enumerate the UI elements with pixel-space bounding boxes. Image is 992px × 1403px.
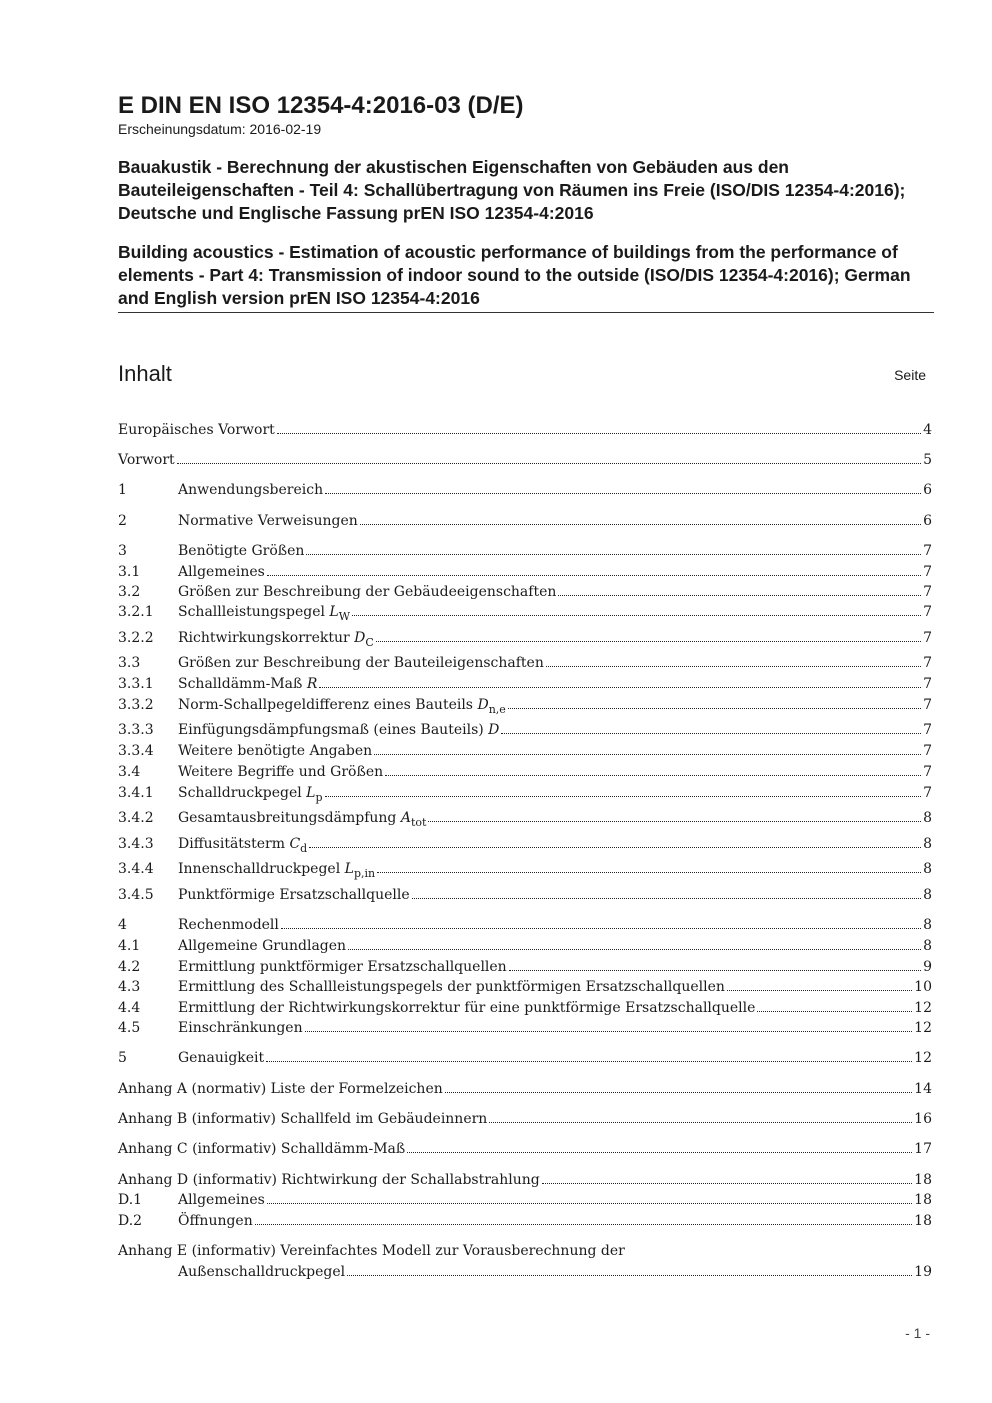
- symbol-subscript: tot: [410, 815, 427, 829]
- toc-entry-title: Anhang B (informativ) Schallfeld im Gebäudeinnern: [118, 1111, 488, 1127]
- dot-leader: [348, 949, 921, 950]
- dot-leader: [385, 775, 921, 776]
- dot-leader: [325, 493, 921, 494]
- toc-entry-title: Rechenmodell: [178, 917, 279, 933]
- toc-entry-number: 3.2.1: [118, 604, 154, 620]
- toc-entry[interactable]: [118, 1168, 932, 1188]
- dot-leader: [377, 872, 921, 873]
- toc-entry[interactable]: [118, 1107, 932, 1127]
- toc-entry[interactable]: [118, 1239, 932, 1259]
- symbol-subscript: W: [338, 609, 351, 623]
- toc-entry-title: Allgemeine Grundlagen: [178, 938, 347, 954]
- toc-entry-page: 18: [914, 1213, 932, 1229]
- toc-entry[interactable]: [118, 1137, 932, 1157]
- toc-entry-page: 7: [923, 584, 932, 600]
- toc-entry[interactable]: [118, 996, 932, 1016]
- toc-entry[interactable]: [118, 955, 932, 975]
- toc-entry-title: Schalldämm-Maß R: [178, 676, 318, 692]
- title-german: Bauakustik - Berechnung der akustischen Eigenschaften von Gebäuden aus den Bauteileigenschaften - Teil 4: Schallübertragung von Räumen ins Freie (ISO/DIS 12354-4:2016); Deutsche und Englische Fassung prEN ISO 12354-4:2016: [118, 157, 906, 223]
- toc-entry[interactable]: [118, 975, 932, 995]
- toc-entry-number: 3.2.2: [118, 630, 154, 646]
- toc-entry[interactable]: [118, 857, 932, 880]
- toc-entry[interactable]: [118, 651, 932, 671]
- toc-entry-title: Anhang E (informativ) Vereinfachtes Modell zur Vorausberechnung der: [118, 1243, 625, 1259]
- symbol-subscript: n,e: [488, 702, 506, 716]
- symbol: D: [488, 722, 500, 738]
- dot-leader: [374, 754, 921, 755]
- toc-entry-page: 7: [923, 743, 932, 759]
- toc-entry-page: 5: [923, 452, 932, 468]
- dot-leader: [309, 847, 921, 848]
- toc-entry-number: 3.4.3: [118, 836, 154, 852]
- toc-entry-page: 8: [923, 887, 932, 903]
- symbol-subscript: C: [365, 635, 374, 649]
- toc-entry-title: Diffusitätsterm $C_d$: [178, 836, 308, 855]
- toc-entry-title: Anhang C (informativ) Schalldämm-Maß: [118, 1141, 406, 1157]
- toc-entry-number: 3.4.1: [118, 785, 154, 801]
- dot-leader: [360, 524, 921, 525]
- toc-entry-number: 3: [118, 543, 127, 559]
- symbol: A: [400, 810, 411, 826]
- toc-entry-page: 9: [923, 959, 932, 975]
- toc-entry-title: Europäisches Vorwort: [118, 422, 275, 438]
- toc-entry-title: Weitere Begriffe und Größen: [178, 764, 384, 780]
- dot-leader: [352, 615, 921, 616]
- toc-entry-page: 12: [914, 1020, 932, 1036]
- toc-entry[interactable]: [118, 560, 932, 580]
- dot-leader: [255, 1224, 912, 1225]
- toc-entry-title: Norm-Schallpegeldifferenz eines Bauteils $D_{n,e}$: [178, 697, 506, 716]
- toc-entry-number: 1: [118, 482, 127, 498]
- symbol: D: [354, 630, 366, 646]
- toc-entry[interactable]: [118, 806, 932, 829]
- toc-entry[interactable]: [118, 781, 932, 804]
- toc-entry-page: 6: [923, 482, 932, 498]
- toc-entry-number: 3.3.4: [118, 743, 154, 759]
- dot-leader: [325, 796, 922, 797]
- symbol: L: [329, 604, 339, 620]
- toc-entry-number: 4.2: [118, 959, 141, 975]
- toc-entry[interactable]: [118, 693, 932, 716]
- toc-entry-number: 3.3.3: [118, 722, 154, 738]
- toc-entry-page: 8: [923, 938, 932, 954]
- toc-entry[interactable]: [118, 1209, 932, 1229]
- toc-entry-page: 7: [923, 764, 932, 780]
- dot-leader: [489, 1122, 912, 1123]
- dot-leader: [407, 1152, 912, 1153]
- toc-entry-title: Ermittlung punktförmiger Ersatzschallquellen: [178, 959, 507, 975]
- toc-entry[interactable]: [118, 539, 932, 559]
- dot-leader: [558, 595, 921, 596]
- toc-entry-number: 3.4.4: [118, 861, 154, 877]
- dot-leader: [277, 433, 921, 434]
- toc-entry-title: Schallleistungspegel $L_W$: [178, 604, 351, 623]
- toc-entry[interactable]: [118, 1077, 932, 1097]
- toc-entry[interactable]: [118, 832, 932, 855]
- toc-entry-page: 16: [914, 1111, 932, 1127]
- symbol-subscript: d: [300, 841, 308, 855]
- dot-leader: [501, 733, 921, 734]
- symbol: D: [477, 697, 489, 713]
- dot-leader: [757, 1011, 912, 1012]
- toc-entry[interactable]: [178, 1260, 932, 1280]
- toc-entry[interactable]: [118, 934, 932, 954]
- toc-entry[interactable]: [118, 1188, 932, 1208]
- toc-entry-title: Schalldruckpegel $L_p$: [178, 785, 323, 804]
- toc-entry-page: 8: [923, 836, 932, 852]
- dot-leader: [305, 1031, 913, 1032]
- toc-entry-number: 3.2: [118, 584, 141, 600]
- symbol: R: [306, 676, 318, 692]
- dot-leader: [266, 1061, 912, 1062]
- document-header: [118, 92, 934, 313]
- dot-leader: [412, 898, 921, 899]
- toc-entry-title: Allgemeines: [178, 564, 265, 580]
- toc-entry-page: 12: [914, 1050, 932, 1066]
- toc-entry-number: 3.3.1: [118, 676, 154, 692]
- toc-entry-number: 3.3: [118, 655, 141, 671]
- toc-entry-number: D.2: [118, 1213, 143, 1229]
- toc-entry-page: 18: [914, 1192, 932, 1208]
- toc-entry-number: 4.5: [118, 1020, 141, 1036]
- toc-entry-title: Punktförmige Ersatzschallquelle: [178, 887, 410, 903]
- toc-entry-title: Allgemeines: [178, 1192, 265, 1208]
- toc-entry-page: 7: [923, 676, 932, 692]
- toc-entry[interactable]: [118, 509, 932, 529]
- toc-entry-title: Anhang A (normativ) Liste der Formelzeichen: [118, 1081, 443, 1097]
- toc-entry-title: Ermittlung des Schallleistungspegels der punktförmigen Ersatzschallquellen: [178, 979, 725, 995]
- toc-entry-title: Gesamtausbreitungsdämpfung $A_{tot}$: [178, 810, 427, 829]
- toc-entry-page: 7: [923, 785, 932, 801]
- toc-entry-number: 4.1: [118, 938, 141, 954]
- toc-entry[interactable]: [118, 478, 932, 498]
- toc-entry[interactable]: [118, 580, 932, 600]
- toc-entry-page: 17: [914, 1141, 932, 1157]
- dot-leader: [546, 666, 921, 667]
- toc-entry-page: 18: [914, 1172, 932, 1188]
- page-column-label: Seite: [894, 367, 926, 383]
- toc-entry[interactable]: [118, 600, 932, 623]
- toc-entry-page: 7: [923, 697, 932, 713]
- toc-entry-title: Anwendungsbereich: [178, 482, 324, 498]
- publication-date: Erscheinungsdatum: 2016-02-19: [118, 121, 322, 137]
- toc-entry-title: Einfügungsdämpfungsmaß (eines Bauteils) D: [178, 722, 500, 738]
- toc-entry[interactable]: [118, 1016, 932, 1036]
- toc-entry-page: 14: [914, 1081, 932, 1097]
- toc-entry[interactable]: [118, 739, 932, 759]
- toc-entry-page: 6: [923, 513, 932, 529]
- toc-entry-page: 7: [923, 604, 932, 620]
- dot-leader: [177, 463, 921, 464]
- toc-entry-number: 4.3: [118, 979, 141, 995]
- toc-entry-title: Genauigkeit: [178, 1050, 265, 1066]
- toc-entry-title: Ermittlung der Richtwirkungskorrektur für eine punktförmige Ersatzschallquelle: [178, 1000, 756, 1016]
- page-number: - 1 -: [905, 1325, 930, 1341]
- toc-entry-title: Außenschalldruckpegel: [178, 1264, 346, 1280]
- toc-entry-page: 7: [923, 655, 932, 671]
- toc-entry-page: 12: [914, 1000, 932, 1016]
- dot-leader: [306, 554, 921, 555]
- toc-entry[interactable]: [118, 718, 932, 738]
- toc-entry-number: 3.4.5: [118, 887, 154, 903]
- dot-leader: [347, 1275, 912, 1276]
- toc-entry[interactable]: [118, 883, 932, 903]
- symbol-subscript: p,in: [353, 866, 376, 880]
- toc-entry-number: 3.4.2: [118, 810, 154, 826]
- dot-leader: [267, 1203, 912, 1204]
- title-english: Building acoustics - Estimation of acoustic performance of buildings from the performance of elements - Part 4: Transmission of indoor sound to the outside (ISO/DIS 12354-4:2016); German and English version prEN ISO 12354-4:2016: [118, 241, 934, 313]
- toc-entry-page: 19: [914, 1264, 932, 1280]
- toc-entry-title: Normative Verweisungen: [178, 513, 358, 529]
- toc-entry-number: 5: [118, 1050, 127, 1066]
- toc-heading: Inhalt: [118, 361, 172, 386]
- toc-entry-number: 3.1: [118, 564, 141, 580]
- toc-entry-number: 3.4: [118, 764, 141, 780]
- toc-entry-number: 4: [118, 917, 127, 933]
- dot-leader: [542, 1183, 912, 1184]
- dot-leader: [376, 641, 921, 642]
- toc-entry-title: Weitere benötigte Angaben: [178, 743, 373, 759]
- toc-entry-page: 7: [923, 630, 932, 646]
- toc-entry[interactable]: [118, 448, 932, 468]
- toc-entry-page: 7: [923, 722, 932, 738]
- toc-entry-title: Größen zur Beschreibung der Bauteileigenschaften: [178, 655, 544, 671]
- toc-entry-title: Einschränkungen: [178, 1020, 303, 1036]
- toc-entry-title: Öffnungen: [178, 1213, 253, 1229]
- dot-leader: [508, 708, 921, 709]
- toc-entry-number: 4.4: [118, 1000, 141, 1016]
- symbol-subscript: p: [315, 790, 323, 804]
- toc-entry[interactable]: [118, 418, 932, 438]
- symbol: C: [289, 836, 301, 852]
- dot-leader: [727, 990, 912, 991]
- dot-leader: [509, 970, 921, 971]
- toc-entry-title: Anhang D (informativ) Richtwirkung der Schallabstrahlung: [118, 1172, 540, 1188]
- toc-entry-page: 7: [923, 543, 932, 559]
- toc-entry-page: 4: [923, 422, 932, 438]
- toc-entry-number: 3.3.2: [118, 697, 154, 713]
- toc-entry-number: D.1: [118, 1192, 143, 1208]
- toc-entry[interactable]: [118, 672, 932, 692]
- dot-leader: [267, 575, 921, 576]
- toc-entry-page: 10: [914, 979, 932, 995]
- symbol: L: [344, 861, 354, 877]
- document-id: E DIN EN ISO 12354-4:2016-03 (D/E): [118, 92, 524, 119]
- toc-entry[interactable]: [118, 760, 932, 780]
- toc-entry-title: Vorwort: [118, 452, 175, 468]
- toc-entry[interactable]: [118, 913, 932, 933]
- toc-entry-page: 8: [923, 861, 932, 877]
- toc-entry[interactable]: [118, 1046, 932, 1066]
- symbol: L: [306, 785, 316, 801]
- toc-entry-number: 2: [118, 513, 127, 529]
- toc-entry-title: Richtwirkungskorrektur $D_C$: [178, 630, 374, 649]
- toc-entry-title: Größen zur Beschreibung der Gebäudeeigenschaften: [178, 584, 557, 600]
- toc-entry-page: 8: [923, 917, 932, 933]
- toc-entry[interactable]: [118, 626, 932, 649]
- toc-entry-title: Benötigte Größen: [178, 543, 305, 559]
- dot-leader: [428, 821, 921, 822]
- toc-entry-page: 8: [923, 810, 932, 826]
- toc-heading-bar: [118, 360, 926, 388]
- dot-leader: [445, 1092, 912, 1093]
- dot-leader: [281, 928, 921, 929]
- toc-entry-title: Innenschalldruckpegel $L_{p,in}$: [178, 861, 376, 880]
- toc-entry-page: 7: [923, 564, 932, 580]
- dot-leader: [319, 687, 921, 688]
